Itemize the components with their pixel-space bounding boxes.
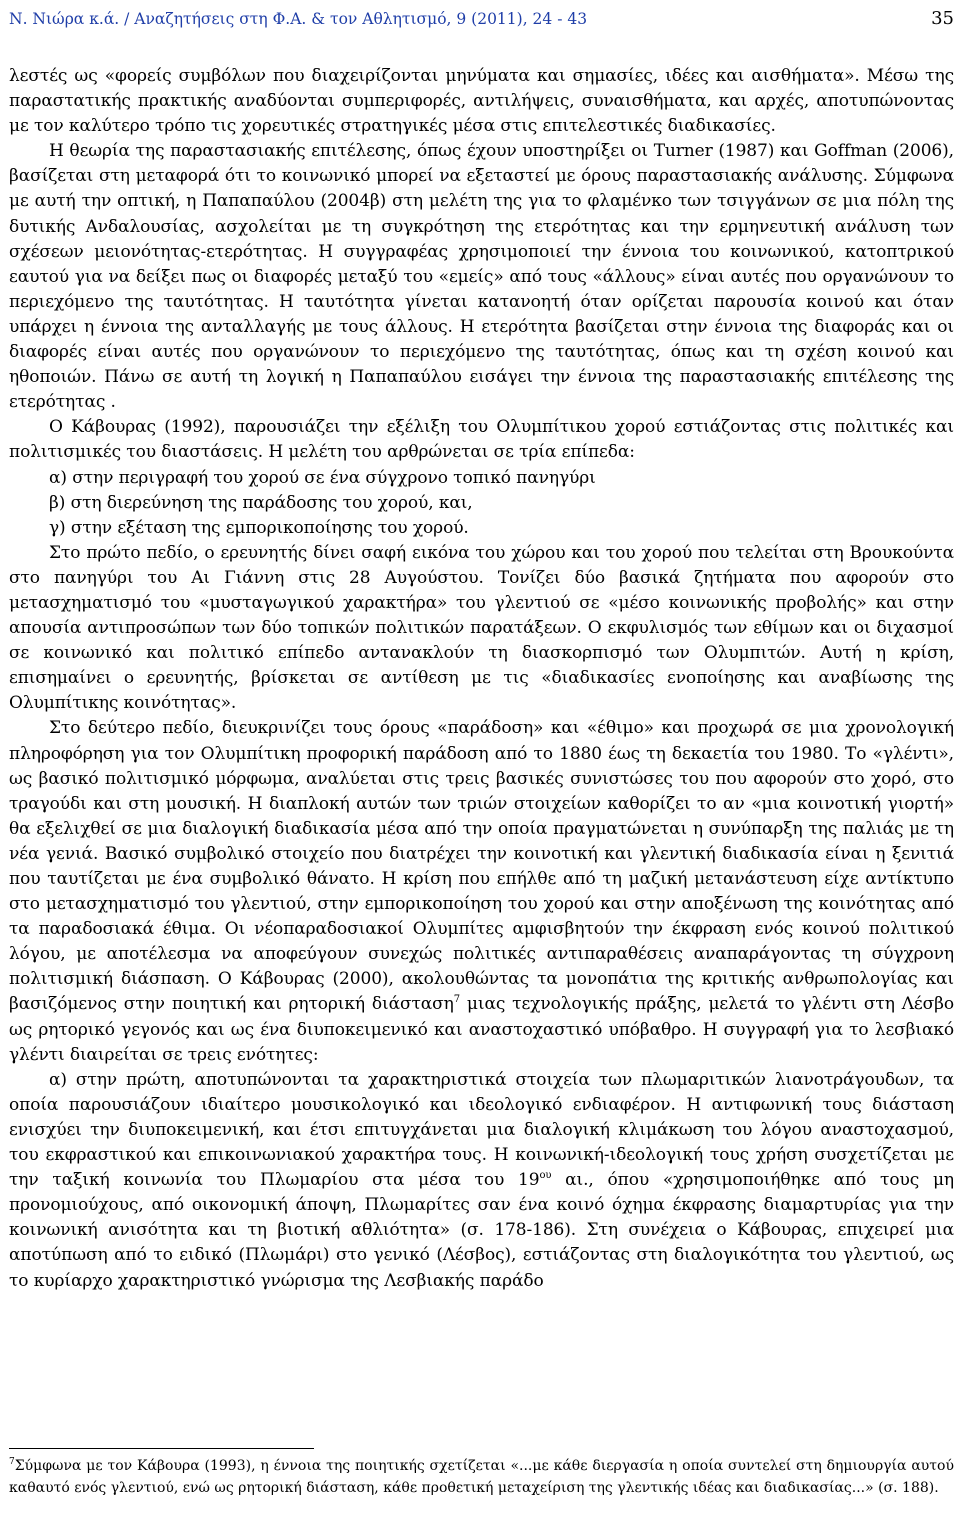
paragraph-5-text: Στο δεύτερο πεδίο, διευκρινίζει τους όρους «παράδοση» και «έθιμο» και προχωρά σε μια χρονολογική πληροφόρηση για τον Ολυμπίτικη προφορική παράδοση από το 1880 έως τη δεκαετία του 1980. Το «γλέντι», ως βασικό πολιτισμικό μόρφωμα, αναλύεται στις τρεις βασικές συνιστώσες του που αφορούν στο χορό, στο τραγούδι και στη μουσική. Η διαπλοκή αυτών των τριών στοιχείων καθορίζει το αν «μια κοινοτική γιορτή» θα εξελιχθεί σε μια διαλογική διαδικασία μέσα από την οποία πραγματώνεται η συνύπαρξη της παλιάς με τη νέα γενιά. Βασικό συμβολικό στοιχείο που διατρέχει την κοινοτική και γλεντική διαδικασία είναι η ξενιτιά που ταυτίζεται με ένα συμβολικό θάνατο. Η κρίση που επήλθε από τη μαζική μετανάστευση είχε αντίκτυπο στο μετασχηματισμό του γλεντιού, στην εμπορικοποίηση του χορού και στην αποξένωση της κοινότητας από τα παραδοσιακά έθιμα. Οι νέοπαραδοσιακοί Ολυμπίτες αμφισβητούν την έκφραση ενός κοινού πολιτικού λόγου, με αποτέλεσμα να αποφεύγουν συνεχώς πολιτικές αντιπαραθέσεις αναπαράγοντας τη σύγχρονη πολιτισμική διάσπαση. Ο Κάβουρας (2000), ακολουθώντας τα μονοπάτια της κριτικής ανθρωπολογίας και βασιζόμενος στην ποιητική και ρητορική διάσταση [9,718,954,1015]
article-body [9,64,954,1294]
paragraph-6-text: α) στην πρώτη, αποτυπώνονται τα χαρακτηριστικά στοιχεία των πλωμαριτικών λιανοτράγουδων, τα οποία παρουσιάζουν ιδιαίτερο μουσικολογικό και ιδεολογικό ενδιαφέρον. Η αντιφωνική τους διάσταση ενισχύει την διυποκειμενική, και έτσι επιτυγχάνεται μια διαλογική κλιμάκωση του λόγου αναστοχασμού, του εκφραστικού και επικοινωνιακού χαρακτήρα τους. Η κοινωνική-ιδεολογική τους χρήση συσχετίζεται με την ταξική κοινωνία του Πλωμαρίου στα μέσα του 19 [9,1069,954,1191]
footnote-text: Σύμφωνα με τον Κάβουρα (1993), η έννοια της ποιητικής σχετίζεται «...με κάθε διεργασία η οποία συντελεί στη δημιουργία αυτού καθαυτό ενός γλεντιού, ενώ ως ρητορική διάσταση, κάθε προθετική μεταχείριση της γλεντικής ιδέας και διαδικασίας...» (σ. 188). [9,1458,954,1496]
footnote-number: 7 [9,1457,15,1467]
paragraph-1: λεστές ως «φορείς συμβόλων που διαχειρίζονται μηνύματα και σημασίες, ιδέες και αισθήματα». Μέσω της παραστατικής πρακτικής αναδύονται συμπεριφορές, αντιλήψεις, συναισθήματα, και αρχές, αποτυπώνοντας με τον καλύτερο τρόπο τις χορευτικές στρατηγικές μέσα στις επιτελεστικές διαδικασίες. [9,66,954,137]
paragraph-3: Ο Κάβουρας (1992), παρουσιάζει την εξέλιξη του Ολυμπίτικου χορού εστιάζοντας στις πολιτικές και πολιτισμικές του διαστάσεις. Η μελέτη του αρθρώνεται σε τρία επίπεδα: [9,417,954,463]
list-item-c: γ) στην εξέταση της εμπορικοποίησης του χορού. [49,517,469,538]
paragraph-2: Η θεωρία της παραστασιακής επιτέλεσης, όπως έχουν υποστηρίξει οι Turner (1987) και Goffman (2006), βασίζεται στη μεταφορά ότι το κοινωνικό μπορεί να εξεταστεί με όρους παραστασιακής ανάλυσης. Σύμφωνα με αυτή την οπτική, η Παπαπαύλου (2004β) στη μελέτη της για το φλαμένκο των τσιγγάνων σε μια πόλη της δυτικής Ανδαλουσίας, ασχολείται με τη συγκρότηση της ετερότητας και την ερμηνευτική ανάλυση των σχέσεων μειονότητας-ετερότητας. Η συγγραφέας χρησιμοποιεί την έννοια του κοινωνικού, κατοπτρικού εαυτού για να δείξει πως οι διαφορές μεταξύ του «εμείς» από τους «άλλους» είναι αυτές που οργανώνουν το περιεχόμενο της ταυτότητας. Η ταυτότητα γίνεται κατανοητή όταν ορίζεται παρουσία κοινού και όταν υπάρχει η έννοια της ανταλλαγής με τους άλλους. Η ετερότητα βασίζεται στην έννοια της διαφοράς και οι διαφορές είναι αυτές που οργανώνουν το περιεχόμενο της ταυτότητας, όπως και τη σχέση κοινού και ηθοποιών. Πάνω σε αυτή τη λογική η Παπαπαύλου εισάγει την έννοια της παραστασιακής επιτέλεσης της ετερότητας . [9,141,954,413]
paragraph-6 [9,1068,954,1294]
page-header [9,8,954,32]
footnote-divider [9,1448,314,1449]
footnote-ref-7: 7 [453,994,461,1006]
paragraph-5-text-after: μιας τεχνολογικής πράξης, μελετά το γλέντι στη Λέσβο ως ρητορικό γεγονός και ως ένα διυποκειμενικό και αναστοχαστικό υπόβαθρο. Η συγγραφή για το λεσβιακό γλέντι διαιρείται σε τρεις ενότητες: [9,994,954,1065]
paragraph-6-text-after: αι., όπου «χρησιμοποιήθηκε από τους μη προνομιούχους, από οικονομική άποψη, Πλωμαρίτες σαν ένα κοινό όχημα έκφρασης διαμαρτυρίας για την κοινωνική ανισότητα και τη βιοτική αθλιότητα» (σ. 178-186). Στη συνέχεια ο Κάβουρας, επιχειρεί μια αποτύπωση από το ειδικό (Πλωμάρι) στο γενικό (Λέσβος), εστιάζοντας στη διαλογικότητα του γλεντιού, ως το κυρίαρχο χαρακτηριστικό γνώρισμα της Λεσβιακής παράδο [9,1170,954,1291]
paragraph-4: Στο πρώτο πεδίο, ο ερευνητής δίνει σαφή εικόνα του χώρου και του χορού που τελείται στη Βρουκούντα στο πανηγύρι του Αι Γιάννη στις 28 Αυγούστου. Τονίζει δύο βασικά ζητήματα που αφορούν στο μετασχηματισμό του «μυσταγωγικού χαρακτήρα» του γλεντιού σε «μέσο κοινωνικής προβολής» και στην απουσία αντιπροσώπων των δύο τοπικών πολιτικών παρατάξεων. Ο εκφυλισμός των εθίμων και οι διχασμοί σε κοινωνικό και πολιτικό επίπεδο αντανακλούν τη διασκορπισμό των Ολυμπιτών. Αυτή η κρίση, επισημαίνει ο ερευνητής, βρίσκεται σε αντίθεση με τις «διαδικασίες ενοποίησης και αναβίωσης της Ολυμπίτικης κοινότητας». [9,542,954,714]
list-item-b: β) στη διερεύνηση της παράδοσης του χορού, και, [49,492,473,513]
footnote [9,1456,954,1499]
list-item-a: α) στην περιγραφή του χορού σε ένα σύγχρονο τοπικό πανηγύρι [49,467,596,488]
running-title: Ν. Νιώρα κ.ά. / Αναζητήσεις στη Φ.Α. & τον Αθλητισμό, 9 (2011), 24 - 43 [9,10,588,28]
superscript-ou: ου [539,1170,552,1182]
page-number: 35 [931,8,954,29]
paragraph-5 [9,716,954,1067]
